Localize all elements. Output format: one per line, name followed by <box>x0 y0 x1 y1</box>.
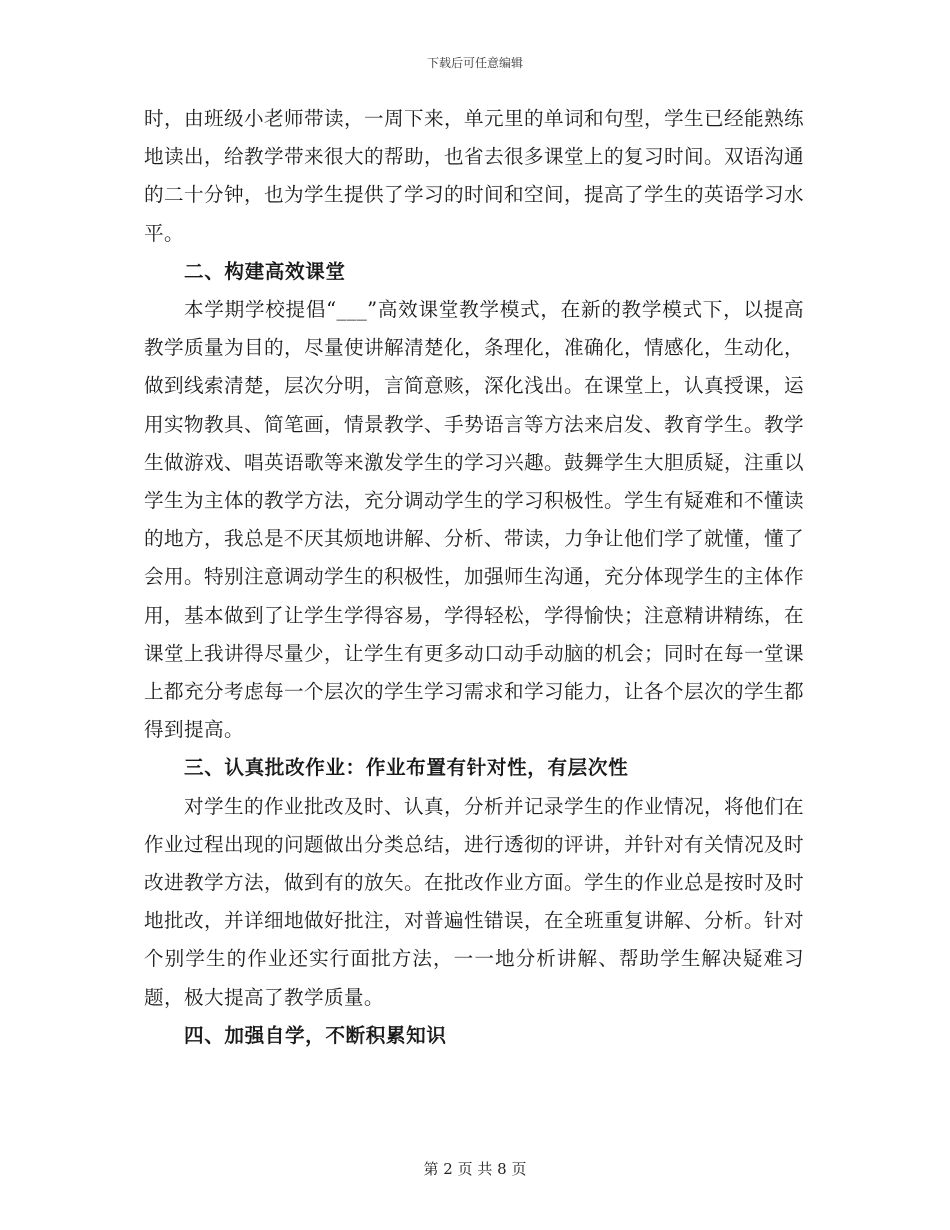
paragraph-homework: 对学生的作业批改及时、认真，分析并记录学生的作业情况，将他们在作业过程出现的问题做出分类总结，进行透彻的评讲，并针对有关情况及时改进教学方法，做到有的放矢。在批改作业方面。学生的作业总是按时及时地批改，并详细地做好批注，对普遍性错误，在全班重复讲解、分析。针对个别学生的作业还实行面批方法，一一地分析讲解、帮助学生解决疑难习题，极大提高了教学质量。 <box>144 794 804 1009</box>
document-body <box>144 100 804 1055</box>
section-heading-4: 四、加强自学，不断积累知识 <box>184 1023 447 1047</box>
section-heading-2: 二、构建高效课堂 <box>184 259 346 283</box>
section-heading-3: 三、认真批改作业：作业布置有针对性，有层次性 <box>184 756 629 780</box>
paragraph-efficient-classroom: 本学期学校提倡“___”高效课堂教学模式，在新的教学模式下，以提高教学质量为目的，尽量使讲解清楚化，条理化，准确化，情感化，生动化，做到线索清楚，层次分明，言简意赅，深化浅出。在课堂上，认真授课，运用实物教具、简笔画，情景教学、手势语言等方法来启发、教育学生。教学生做游戏、唱英语歌等来激发学生的学习兴趣。鼓舞学生大胆质疑，注重以学生为主体的教学方法，充分调动学生的学习积极性。学生有疑难和不懂读的地方，我总是不厌其烦地讲解、分析、带读，力争让他们学了就懂，懂了会用。特别注意调动学生的积极性，加强师生沟通，充分体现学生的主体作用，基本做到了让学生学得容易，学得轻松，学得愉快；注意精讲精练，在课堂上我讲得尽量少，让学生有更多动口动手动脑的机会；同时在每一堂课上都充分考虑每一个层次的学生学习需求和学习能力，让各个层次的学生都得到提高。 <box>144 298 804 742</box>
page-header: 下载后可任意编辑 <box>426 56 523 70</box>
paragraph-continued: 时，由班级小老师带读，一周下来，单元里的单词和句型，学生已经能熟练地读出，给教学带来很大的帮助，也省去很多课堂上的复习时间。双语沟通的二十分钟，也为学生提供了学习的时间和空间，提高了学生的英语学习水平。 <box>144 107 804 245</box>
page-footer: 第 2 页 共 8 页 <box>423 1160 527 1178</box>
